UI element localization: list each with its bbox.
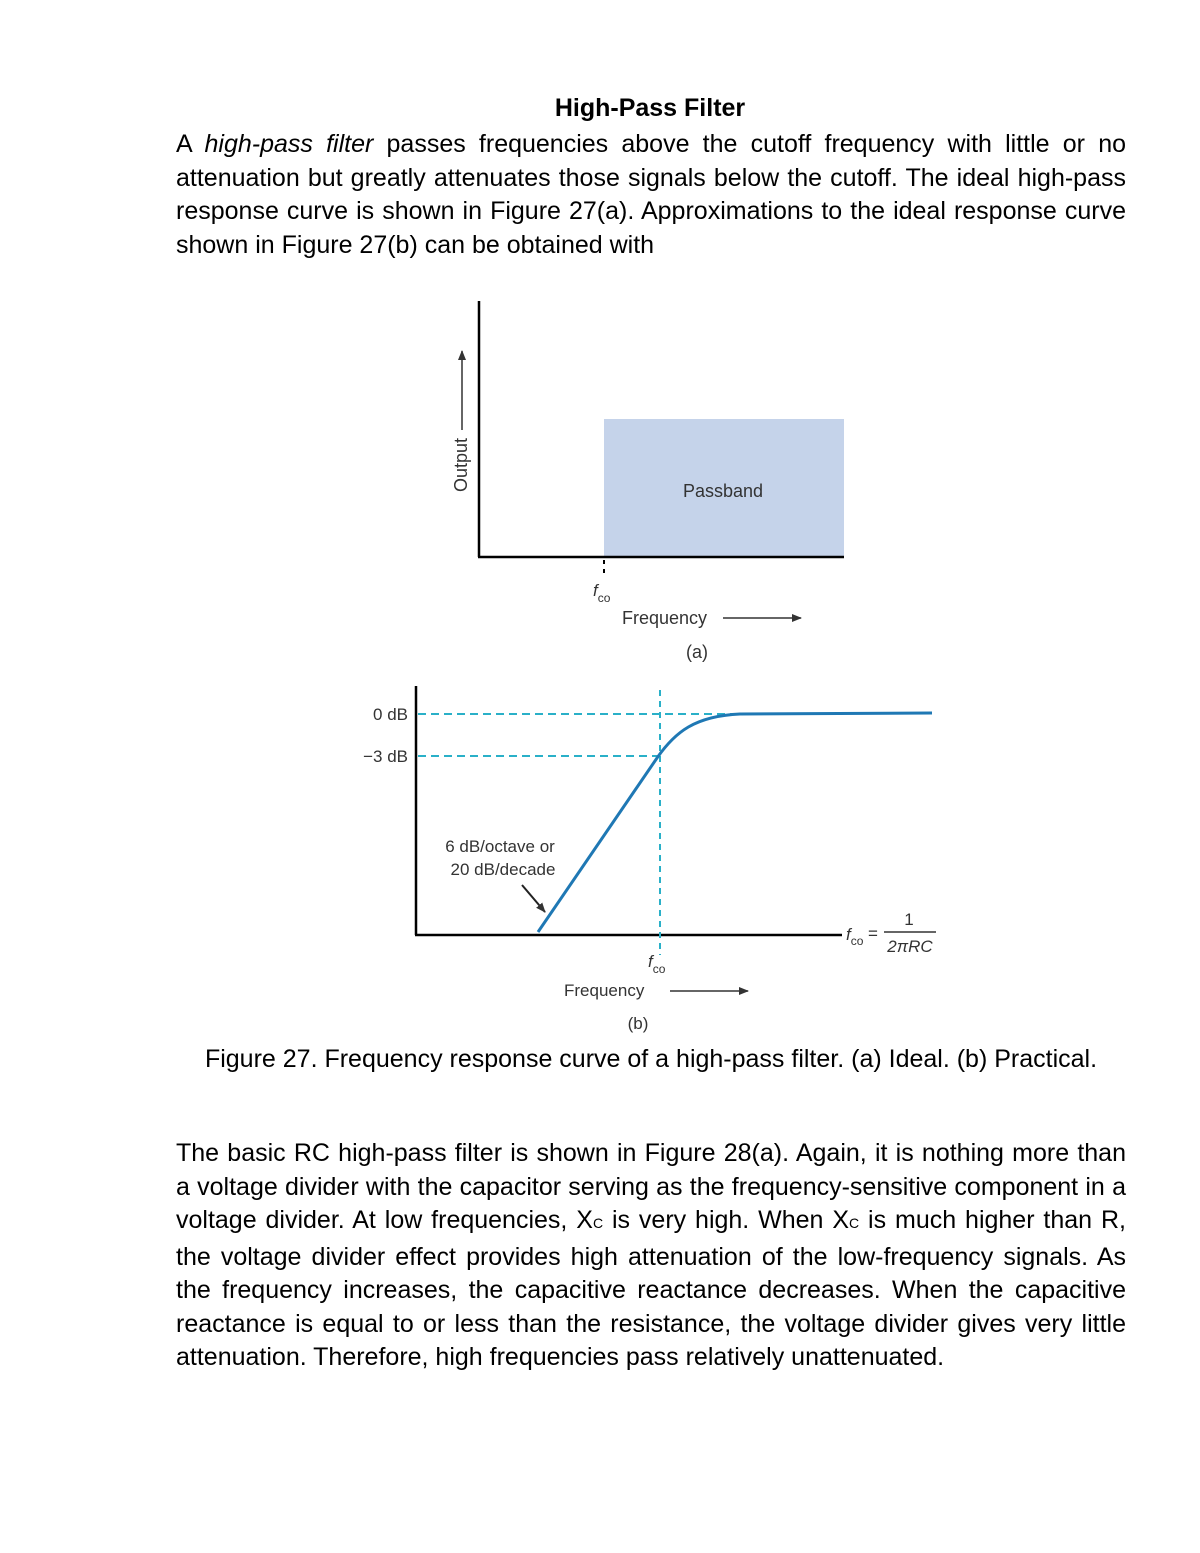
formula-lhs [846, 925, 864, 948]
body-part1: The basic RC high-pass filter is shown in Figure 28(a). Again, it is nothing more than a voltage divider with the capacitor serving as the frequency-sensitive component in a voltage divider. At low frequencies, X [176, 1139, 1126, 1234]
page-title: High-Pass Filter [554, 94, 746, 122]
intro-lead: A [176, 130, 205, 158]
response-curve [538, 713, 932, 932]
passband-label: Passband [682, 481, 764, 501]
figure-b-practical [363, 686, 936, 1033]
slope-pointer-arrow [522, 885, 545, 912]
figure-caption: Figure 27. Frequency response curve of a high-pass filter. (a) Ideal. (b) Practical. [204, 1045, 1098, 1073]
fig-b-fco-sub: co [652, 962, 666, 976]
formula-numerator: 1 [904, 910, 914, 929]
label-minus3db: −3 dB [363, 747, 408, 766]
slope-line2: 20 dB/decade [450, 860, 556, 879]
fig-b-fco-label [648, 952, 666, 976]
fig-a-ylabel: Output [451, 437, 471, 492]
fig-b-fco-main: f [648, 952, 653, 971]
formula-denominator: 2πRC [887, 937, 933, 956]
fig-a-xlabel: Frequency [622, 608, 708, 628]
fig-b-xlabel: Frequency [564, 981, 645, 1000]
intro-rest: passes frequencies above the cutoff frequency with little or no attenuation but greatly attenuates those signals below the cutoff. The ideal high-pass response curve is shown in Figure 27(a). Approximations to the ideal response curve shown in Figure 27(b) can be obtained with [176, 130, 1126, 259]
xc-subscript-2: C [849, 1215, 860, 1231]
fig-a-fco-sub: co [597, 591, 611, 605]
body-paragraph [176, 1137, 1126, 1375]
intro-term: high-pass filter [204, 130, 374, 158]
fig-a-fco-label [593, 581, 611, 605]
fig-a-fco-main: f [593, 581, 598, 600]
label-0db: 0 dB [373, 705, 408, 724]
formula-equals: = [868, 924, 878, 943]
figure-a-ideal [451, 301, 844, 662]
fig-b-panel-label: (b) [627, 1014, 649, 1033]
slope-line1: 6 dB/octave or [445, 837, 555, 856]
fig-a-panel-label: (a) [686, 642, 708, 662]
body-part3: is much higher than R, the voltage divider effect provides high attenuation of the low-frequency signals. As the frequency increases, the capacitive reactance decreases. When the capacitive reactance is equal to or less than the resistance, the voltage divider gives very little attenuation. Therefore, high frequencies pass relatively unattenuated. [176, 1206, 1126, 1371]
body-part2: is very high. When X [603, 1206, 850, 1234]
formula-lhs-sub: co [850, 934, 864, 948]
formula-lhs-main: f [846, 925, 851, 944]
xc-subscript-1: C [592, 1215, 604, 1231]
